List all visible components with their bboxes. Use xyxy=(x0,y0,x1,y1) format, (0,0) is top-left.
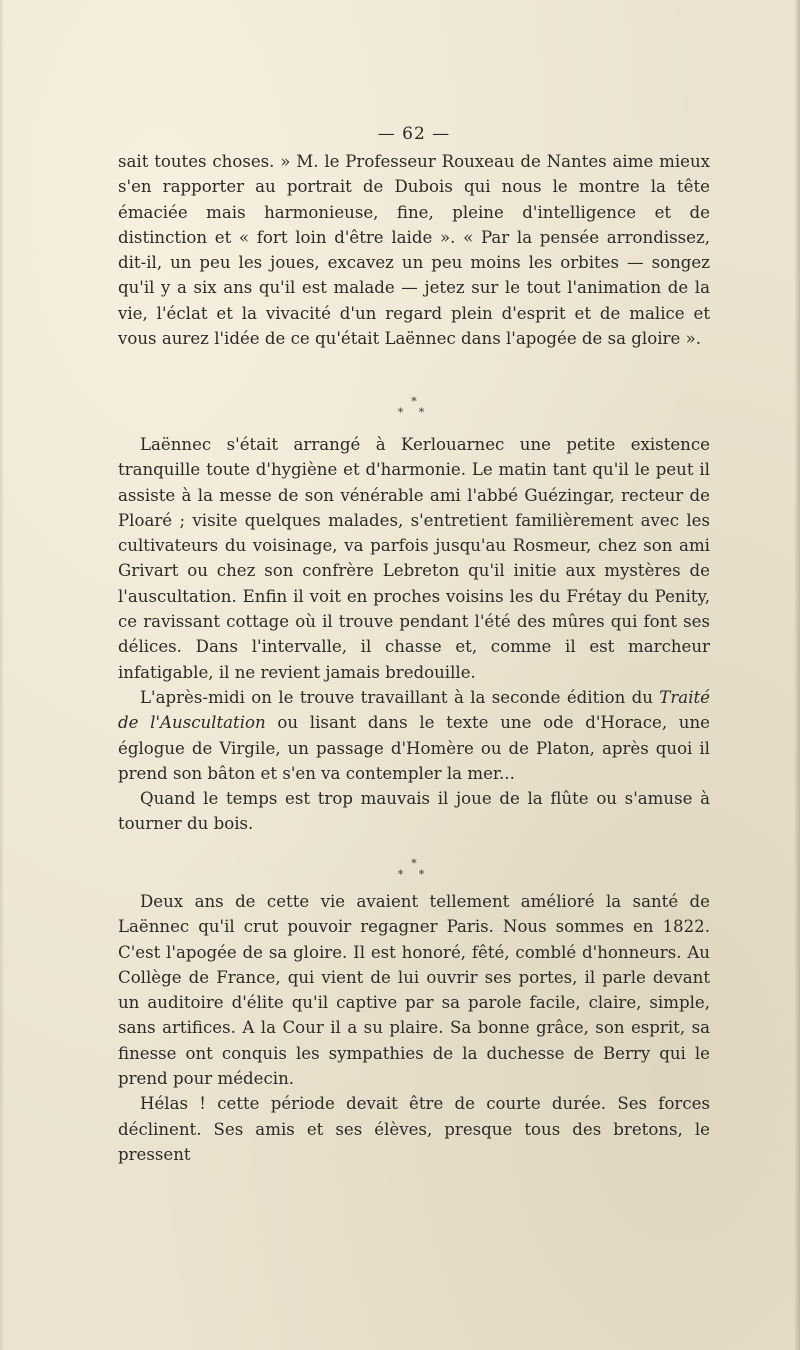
asterism-separator xyxy=(118,396,710,418)
paragraph: Deux ans de cette vie avaient tellement amélioré la santé de Laënnec qu'il crut pouvoir regagner Paris. Nous sommes en 1822. C'est l'apogée de sa gloire. Il est honoré, fêté, comblé d'honneurs. Au Collège de France, qui vient de lui ouvrir ses portes, il parle devant un auditoire d'élite qu'il captive par sa parole facile, claire, simple, sans artifices. A la Cour il a su plaire. Sa bonne grâce, son esprit, sa finesse ont conquis les sympathies de la duchesse de Berry qui le prend pour médecin. xyxy=(118,892,710,1089)
page-edge-left xyxy=(0,0,4,1350)
page-number: — 62 — xyxy=(377,124,451,144)
asterism-star-bottom: * * xyxy=(397,868,431,881)
text-section-1 xyxy=(118,149,710,351)
book-page xyxy=(118,0,710,1350)
paragraph-text: L'après-midi on le trouve travaillant à la seconde édition du xyxy=(140,687,660,707)
asterism-star-bottom: * * xyxy=(397,406,431,419)
paragraph: Hélas ! cette période devait être de courte durée. Ses forces déclinent. Ses amis et ses élèves, presque tous des bretons, le pressent xyxy=(118,1094,710,1164)
paragraph: Laënnec s'était arrangé à Kerlouarnec une petite existence tranquille toute d'hygiène et d'harmonie. Le matin tant qu'il le peut il assiste à la messe de son vénérable ami l'abbé Guézingar, recteur de Ploaré ; visite quelques malades, s'entretient familièrement avec les cultivateurs du voisinage, va parfois jusqu'au Rosmeur, chez son ami Grivart ou chez son confrère Lebreton qu'il initie aux mystères de l'auscultation. Enfin il voit en proches voisins les du Frétay du Penity, ce ravissant cottage où il trouve pendant l'été des mûres qui font ses délices. Dans l'intervalle, il chasse et, comme il est marcheur infatigable, il ne revient jamais bredouille. xyxy=(118,435,710,682)
asterism-star-top: * xyxy=(411,857,417,870)
paragraph: Quand le temps est trop mauvais il joue de la flûte ou s'amuse à tourner du bois. xyxy=(118,789,710,834)
asterism-star-top: * xyxy=(411,395,417,408)
page-edge-right xyxy=(794,0,800,1350)
asterism-separator xyxy=(118,858,710,880)
book-title: Traité de l'Auscultation xyxy=(118,687,710,733)
text-section-3 xyxy=(118,889,710,1167)
paragraph: sait toutes choses. » M. le Professeur Rouxeau de Nantes aime mieux s'en rapporter au portrait de Dubois qui nous le montre la tête émaciée mais harmonieuse, fine, pleine d'intelligence et de distinction et « fort loin d'être laide ». « Par la pensée arrondissez, dit-il, un peu les joues, excavez un peu moins les orbites — songez qu'il y a six ans qu'il est malade — jetez sur le tout l'animation de la vie, l'éclat et la vivacité d'un regard plein d'esprit et de malice et vous aurez l'idée de ce qu'était Laënnec dans l'apogée de sa gloire ». xyxy=(118,152,710,349)
text-section-2 xyxy=(118,432,710,837)
paragraph-text: ou lisant dans le texte une ode d'Horace, une églogue de Virgile, un passage d'Homère ou de Platon, après quoi il prend son bâton et s'en va contempler la mer... xyxy=(118,713,711,783)
paragraph xyxy=(118,685,710,786)
